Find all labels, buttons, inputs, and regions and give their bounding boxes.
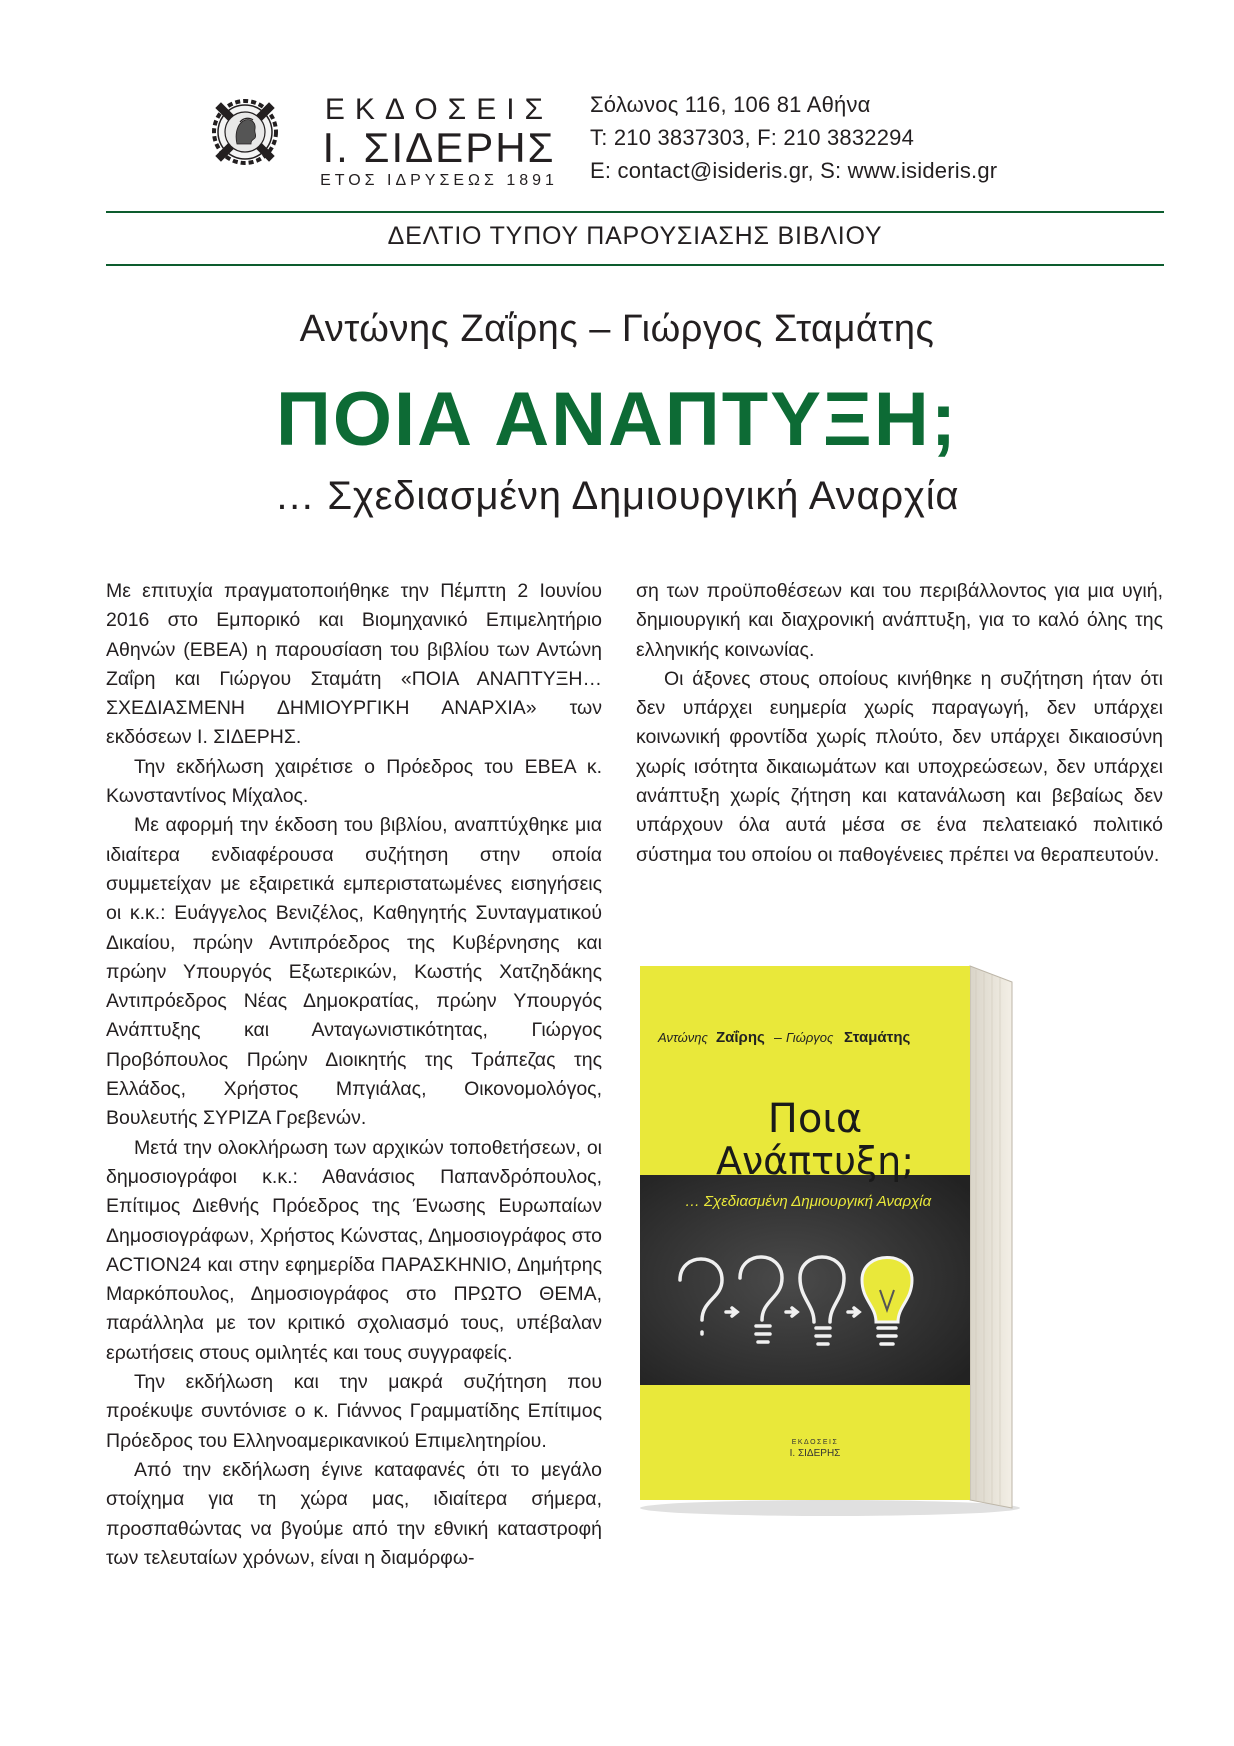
paragraph: ση των προϋποθέσεων και του περιβάλλοντος για μια υγιή, δημιουργική και διαχρονική ανάπτυξη, για το καλό όλης της ελληνικής κοινωνίας. [636, 580, 1163, 661]
paragraph: Την εκδήλωση και την μακρά συζήτηση που προέκυψε συντόνισε ο κ. Γιάννος Γραμματίδης Επίτιμος Πρόεδρος του Ελληνοαμερικανικού Επιμελητηρίου. [106, 1371, 602, 1452]
svg-text:ΕΚΔΟΣΕΙΣ [792, 1439, 839, 1446]
phone-line: T: 210 3837303, F: 210 3832294 [590, 125, 915, 150]
book-cover-image [640, 960, 1020, 1520]
body-column-right [636, 577, 1163, 870]
contact-info [590, 88, 997, 187]
svg-text:– [774, 1029, 782, 1045]
cover-author-separator: – [774, 1029, 782, 1045]
svg-text:Γιώργος [786, 1030, 834, 1045]
paragraph: Μετά την ολοκλήρωση των αρχικών τοποθετήσεων, οι δημοσιογράφοι κ.κ.: Αθανάσιος Παπανδρόπουλος, Επίτιμος Διεθνής Πρόεδρος της Ένωσης Ευρωπαίων Δημοσιογράφων, Χρήστος Κώνστας, Δημοσιογράφος στο ACTION24 και στην εφημερίδα ΠΑΡΑΣΚΗΝΙΟ, Δημήτρης Μαρκόπουλος, Δημοσιογράφος στο ΠΡΩΤΟ ΘΕΜΑ, παράλληλα με τον κριτικό σχολιασμό τους, υπέβαλαν ερωτήσεις στους ομιλητές και τους συγγραφείς. [106, 1136, 602, 1364]
letterhead [205, 88, 1055, 198]
paragraph: Την εκδήλωση χαιρέτισε ο Πρόεδρος του ΕΒΕΑ κ. Κωνσταντίνος Μίχαλος. [106, 755, 602, 808]
brand-top-text: ΕΚΔΟΣΕΙΣ [324, 93, 554, 126]
email-web-line: E: contact@isideris.gr, S: www.isideris.gr [590, 158, 998, 183]
paragraph: Με επιτυχία πραγματοποιήθηκε την Πέμπτη 2 Ιουνίου 2016 στο Εμπορικό και Βιομηχανικό Επιμελητήριο Αθηνών (ΕΒΕΑ) η παρουσίαση του βιβλίου των Αντώνη Ζαΐρη και Γιώργου Σταμάτη «ΠΟΙΑ ΑΝΑΠΤΥΞΗ…ΣΧΕΔΙΑΣΜΕΝΗ ΔΗΜΙΟΥΡΓΙΚΗ ΑΝΑΡΧΙΑ» των εκδόσεων Ι. ΣΙΔΕΡΗΣ. [106, 580, 602, 749]
bottom-divider [106, 264, 1164, 266]
paragraph: Οι άξονες στους οποίους κινήθηκε η συζήτηση ήταν ότι δεν υπάρχει ευημερία χωρίς παραγωγή, δεν υπάρχει κοινωνική φροντίδα χωρίς πλούτο, δεν υπάρχει δικαιοσύνη χωρίς ισότητα δικαιωμάτων και υποχρεώσεων, δεν υπάρχει ανάπτυξη χωρίς ζήτηση και κατανάλωση και βεβαίως δεν υπάρχουν όλα αυτά μέσα σε ένα πελατειακό πολιτικό σύστημα του οποίου οι παθογένειες πρέπει να θεραπευτούν. [636, 667, 1163, 866]
svg-text:Σταμάτης [844, 1029, 910, 1046]
publisher-seal-logo [205, 92, 285, 172]
svg-text:Ποια [768, 1096, 862, 1142]
svg-text:… Σχεδιασμένη Δημιουργική Αναρ [685, 1193, 932, 1210]
paragraph: Με αφορμή την έκδοση του βιβλίου, αναπτύχθηκε μια ιδιαίτερα ενδιαφέρουσα συζήτηση στην οποία συμμετείχαν με εξαιρετικά εμπεριστατωμένες εισηγήσεις οι κ.κ.: Ευάγγελος Βενιζέλος, Καθηγητής Συνταγματικού Δικαίου, πρώην Αντιπρόεδρος της Κυβέρνησης και πρώην Υπουργός Εξωτερικών, Κωστής Χατζηδάκης Αντιπρόεδρος Νέας Δημοκρατίας, πρώην Υπουργός Ανάπτυξης και Ανταγωνιστικότητας, Γιώργος Προβόπουλος Πρώην Διοικητής της Τράπεζας της Ελλάδος, Χρήστος Μπγιάλας, Οικονομολόγος, Βουλευτής ΣΥΡΙΖΑ Γρεβενών. [106, 814, 602, 1130]
top-divider [106, 211, 1164, 213]
cover-author-last-2: Σταμάτης [844, 1029, 911, 1046]
paragraph: Από την εκδήλωση έγινε καταφανές ότι το μεγάλο στοίχημα για τη χώρα μας, ιδιαίτερα σήμερα, προσπαθώντας να βγούμε από την εθνική καταστροφή των τελευταίων χρόνων, είναι η διαμόρφω- [106, 1458, 602, 1569]
svg-text:Αντώνης [657, 1030, 708, 1045]
body-column-left [106, 577, 602, 1573]
svg-text:Ι. ΣΙΔΕΡΗΣ [790, 1448, 841, 1459]
brand-sub-text: ΕΤΟΣ ΙΔΡΥΣΕΩΣ 1891 [320, 172, 558, 189]
book-subtitle: … Σχεδιασμένη Δημιουργική Αναρχία [274, 474, 960, 518]
cover-subtitle: … Σχεδιασμένη Δημιουργική Αναρχία [684, 1193, 932, 1210]
cover-title-line1: Ποια [767, 1096, 863, 1142]
svg-text:Ζαΐρης [716, 1029, 765, 1046]
cover-author-first-1: Αντώνης [658, 1030, 708, 1045]
cover-title-line2: Ανάπτυξη; [715, 1139, 915, 1183]
cover-author-last-1: Ζαΐρης [716, 1029, 765, 1046]
press-release-label: ΔΕΛΤΙΟ ΤΥΠΟΥ ΠΑΡΟΥΣΙΑΣΗΣ ΒΙΒΛΙΟΥ [387, 222, 883, 250]
cover-publisher-main: Ι. ΣΙΔΕΡΗΣ [789, 1448, 841, 1459]
book-authors: Αντώνης Ζαΐρης – Γιώργος Σταμάτης [299, 308, 935, 350]
publisher-brand [294, 94, 584, 192]
address-line: Σόλωνος 116, 106 81 Αθήνα [590, 92, 871, 117]
cover-publisher-top: ΕΚΔΟΣΕΙΣ [791, 1439, 839, 1446]
book-title: ΠΟΙΑ ΑΝΑΠΤΥΞΗ; [275, 377, 959, 462]
svg-text:Ανάπτυξη; [716, 1139, 914, 1183]
cover-author-first-2: Γιώργος [786, 1030, 834, 1045]
brand-main-text: Ι. ΣΙΔΕΡΗΣ [322, 124, 556, 171]
